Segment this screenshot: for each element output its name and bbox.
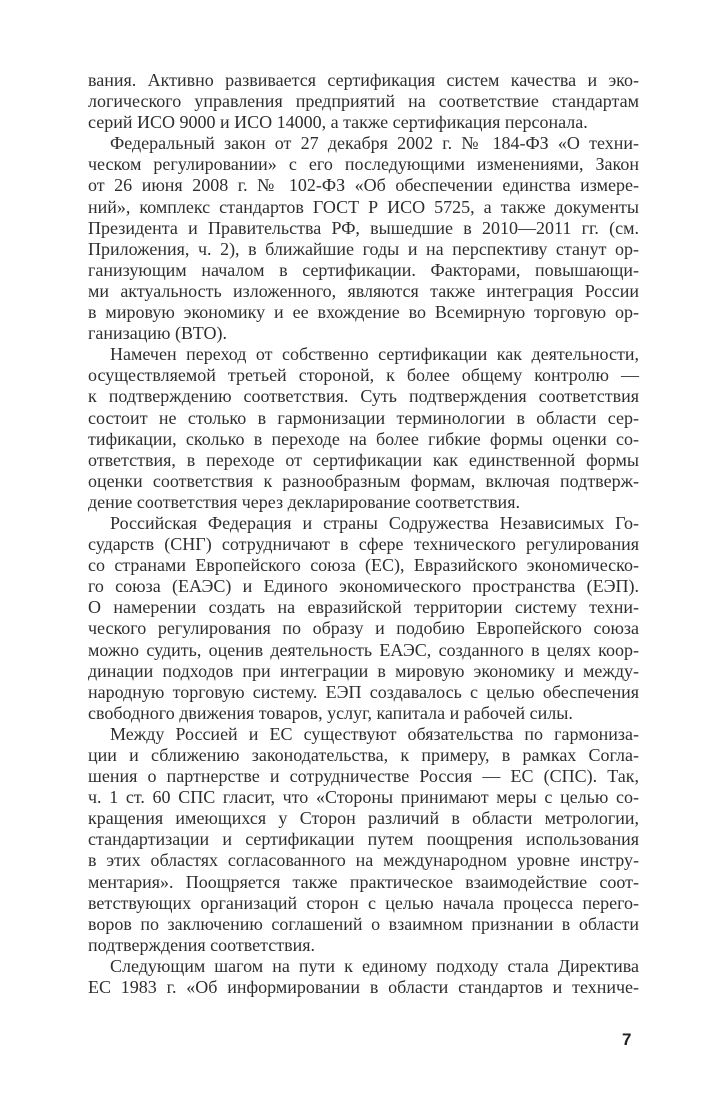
text-line: можно судить, оценив деятельность ЕАЭС, созданного в целях коор- xyxy=(88,639,639,660)
text-line: Намечен переход от собственно сертификации как деятельности, xyxy=(110,344,639,365)
text-line: ции и сближению законодательства, к примеру, в рамках Согла- xyxy=(88,745,639,765)
paragraph xyxy=(88,956,639,998)
text-line: к подтверждению соответствия. Суть подтверждения соответствия xyxy=(88,386,639,407)
text-line: вания. Активно развивается сертификация систем качества и эко- xyxy=(88,70,639,90)
text-line: Следующим шагом на пути к единому подходу стала Директива xyxy=(110,955,639,976)
text-line: в этих областях согласованного на международном уровне инстру- xyxy=(88,850,639,871)
text-line: ветствующих организаций сторон с целью начала процесса перего- xyxy=(88,892,639,913)
text-line: дение соответствия через декларирование соответствия. xyxy=(88,491,520,512)
text-line: кращения имеющихся у Сторон различий в области метрологии, xyxy=(88,808,639,829)
text-line: шения о партнерстве и сотрудничестве Россия — ЕС (СПС). Так, xyxy=(88,766,639,787)
text-line: ний», комплекс стандартов ГОСТ Р ИСО 5725, а также документы xyxy=(88,196,639,217)
paragraph xyxy=(88,513,639,724)
text-line: в мировую экономику и ее вхождение во Всемирную торговую ор- xyxy=(88,302,639,323)
text-line: динации подходов при интеграции в мировую экономику и между- xyxy=(88,660,639,681)
text-line: Федеральный закон от 27 декабря 2002 г. № 184-ФЗ «О техни- xyxy=(110,133,639,154)
text-line: ответствия, в переходе от сертификации как единственной формы xyxy=(88,449,639,470)
text-line: ганизацию (ВТО). xyxy=(88,323,227,344)
text-line: оценки соответствия к разнообразным формам, включая подтверж- xyxy=(88,470,639,491)
text-line: Президента и Правительства РФ, вышедшие в 2010—2011 гг. (см. xyxy=(88,217,639,238)
paragraph xyxy=(88,133,639,344)
text-line: ганизующим началом в сертификации. Факторами, повышающи- xyxy=(88,259,639,280)
text-line: осуществляемой третьей стороной, к более общему контролю — xyxy=(88,365,639,386)
text-line: народную торговую систему. ЕЭП создавалось с целью обеспечения xyxy=(88,681,639,702)
text-line: стандартизации и сертификации путем поощрения использования xyxy=(88,829,639,850)
text-line: ми актуальность изложенного, являются также интеграция России xyxy=(88,280,639,301)
text-line: ч. 1 ст. 60 СПС гласит, что «Стороны принимают меры с целью со- xyxy=(88,787,639,808)
text-line: О намерении создать на евразийской территории систему техни- xyxy=(88,597,639,618)
text-line: ческом регулировании» с его последующими изменениями, Закон xyxy=(88,154,639,175)
text-line: состоит не столько в гармонизации терминологии в области сер- xyxy=(88,407,639,428)
text-line: ческого регулирования по образу и подобию Европейского союза xyxy=(88,618,639,639)
text-line: тификации, сколько в переходе на более гибкие формы оценки со- xyxy=(88,428,639,449)
text-line: го союза (ЕАЭС) и Единого экономического пространства (ЕЭП). xyxy=(88,576,639,597)
text-line: ментария». Поощряется также практическое взаимодействие соот- xyxy=(88,871,639,892)
text-line: Между Россией и ЕС существуют обязательства по гармониза- xyxy=(110,723,639,744)
text-line: сударств (СНГ) сотрудничают в сфере технического регулирования xyxy=(88,534,639,555)
paragraph xyxy=(88,724,639,956)
text-line: воров по заключению соглашений о взаимном признании в области xyxy=(88,913,639,934)
paragraph xyxy=(88,344,639,513)
text-line: Российская Федерация и страны Содружества Независимых Го- xyxy=(110,512,639,533)
text-line: серий ИСО 9000 и ИСО 14000, а также сертификация персонала. xyxy=(88,112,588,133)
paragraph xyxy=(88,70,639,133)
page-number: 7 xyxy=(622,1030,632,1049)
text-line: свободного движения товаров, услуг, капитала и рабочей силы. xyxy=(88,702,573,723)
text-line: со странами Европейского союза (ЕС), Евразийского экономическо- xyxy=(88,555,639,576)
text-line: Приложения, ч. 2), в ближайшие годы и на перспективу станут ор- xyxy=(88,238,639,259)
text-line: от 26 июня 2008 г. № 102-ФЗ «Об обеспечении единства измере- xyxy=(88,175,639,196)
text-line: подтверждения соответствия. xyxy=(88,934,316,955)
text-line: ЕС 1983 г. «Об информировании в области стандартов и техниче- xyxy=(88,977,639,998)
text-line: логического управления предприятий на соответствие стандартам xyxy=(88,91,639,112)
page-body xyxy=(88,70,639,998)
